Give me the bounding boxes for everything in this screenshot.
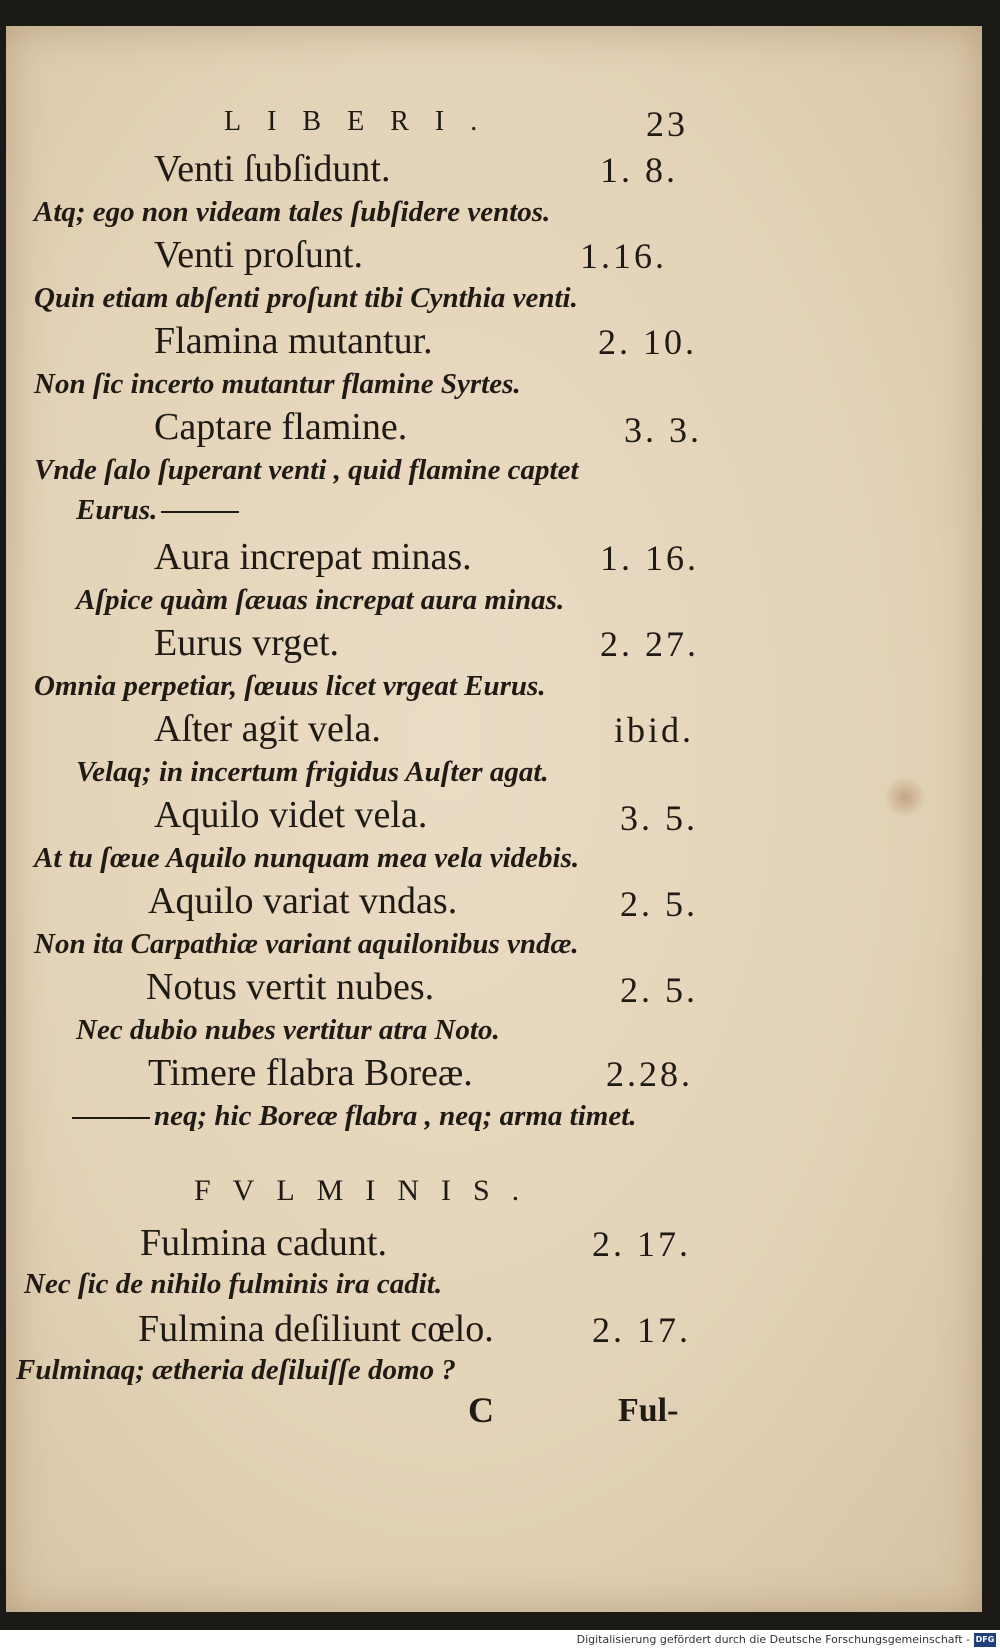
entry-quote: Velaq; in incertum frigidus Auſter agat. xyxy=(76,756,549,788)
entry-reference: 2.28. xyxy=(606,1054,693,1094)
entry-reference: 2. 17. xyxy=(592,1224,691,1264)
signature-mark: C xyxy=(468,1390,494,1430)
entry-heading: Notus vertit nubes. xyxy=(146,966,435,1008)
entry-quote: At tu ſœue Aquilo nunquam mea vela videbis. xyxy=(34,842,580,874)
entry-quote-continuation: Eurus. xyxy=(76,496,243,525)
page-number: 23 xyxy=(646,104,688,144)
section-title: FVLMINIS. xyxy=(194,1174,542,1207)
paper-page xyxy=(6,26,982,1612)
entry-quote: Non ita Carpathiæ variant aquilonibus vndæ. xyxy=(34,928,579,960)
entry-heading: Fulmina cadunt. xyxy=(140,1222,387,1264)
entry-reference: 3. 5. xyxy=(620,798,698,838)
digitization-credit-bar xyxy=(0,1630,1000,1651)
entry-reference: 2. 17. xyxy=(592,1310,691,1350)
digitization-credit: Digitalisierung gefördert durch die Deutsche Forschungsgemeinschaft - xyxy=(576,1633,970,1646)
dash-rule xyxy=(161,511,239,513)
entry-reference: ibid. xyxy=(614,710,695,750)
entry-quote: Quin etiam abſenti proſunt tibi Cynthia venti. xyxy=(34,282,578,314)
entry-heading: Fulmina deſiliunt cœlo. xyxy=(138,1308,494,1350)
entry-quote: Vnde ſalo ſuperant venti , quid flamine captet xyxy=(34,454,579,486)
entry-quote: Nec ſic de nihilo fulminis ira cadit. xyxy=(24,1268,443,1300)
entry-heading: Aquilo variat vndas. xyxy=(148,880,458,922)
entry-quote: neq; hic Boreæ flabra , neq; arma timet. xyxy=(72,1102,637,1131)
entry-reference: 2. 27. xyxy=(600,624,699,664)
entry-reference: 1. 16. xyxy=(600,538,699,578)
entry-heading: Captare flamine. xyxy=(154,406,408,448)
entry-quote: Non ſic incerto mutantur flamine Syrtes. xyxy=(34,368,521,400)
entry-reference: 1.16. xyxy=(580,236,667,276)
entry-quote: Aſpice quàm ſæuas increpat aura minas. xyxy=(76,584,565,616)
entry-quote: Fulminaq; ætheria deſiluiſſe domo ? xyxy=(16,1354,456,1386)
catchword: Ful- xyxy=(618,1392,679,1429)
dfg-logo: DFG xyxy=(974,1633,996,1647)
entry-heading: Venti ſubſidunt. xyxy=(154,148,391,190)
entry-reference: 2. 10. xyxy=(598,322,697,362)
entry-reference: 2. 5. xyxy=(620,884,698,924)
entry-heading: Aquilo videt vela. xyxy=(154,794,428,836)
entry-reference: 1. 8. xyxy=(600,150,678,190)
entry-heading: Eurus vrget. xyxy=(154,622,340,664)
entry-reference: 3. 3. xyxy=(624,410,702,450)
entry-heading: Aura increpat minas. xyxy=(154,536,472,578)
entry-reference: 2. 5. xyxy=(620,970,698,1010)
paper-stain xyxy=(884,776,926,818)
entry-quote: Atq; ego non videam tales ſubſidere ventos. xyxy=(34,196,551,228)
running-title: LIBERI. xyxy=(224,106,504,137)
entry-quote: Omnia perpetiar, ſœuus licet vrgeat Eurus. xyxy=(34,670,546,702)
entry-heading: Timere flabra Boreæ. xyxy=(148,1052,473,1094)
entry-quote: Nec dubio nubes vertitur atra Noto. xyxy=(76,1014,500,1046)
entry-heading: Flamina mutantur. xyxy=(154,320,433,362)
entry-heading: Venti proſunt. xyxy=(154,234,363,276)
entry-heading: Aſter agit vela. xyxy=(154,708,381,750)
dash-rule xyxy=(72,1117,150,1119)
